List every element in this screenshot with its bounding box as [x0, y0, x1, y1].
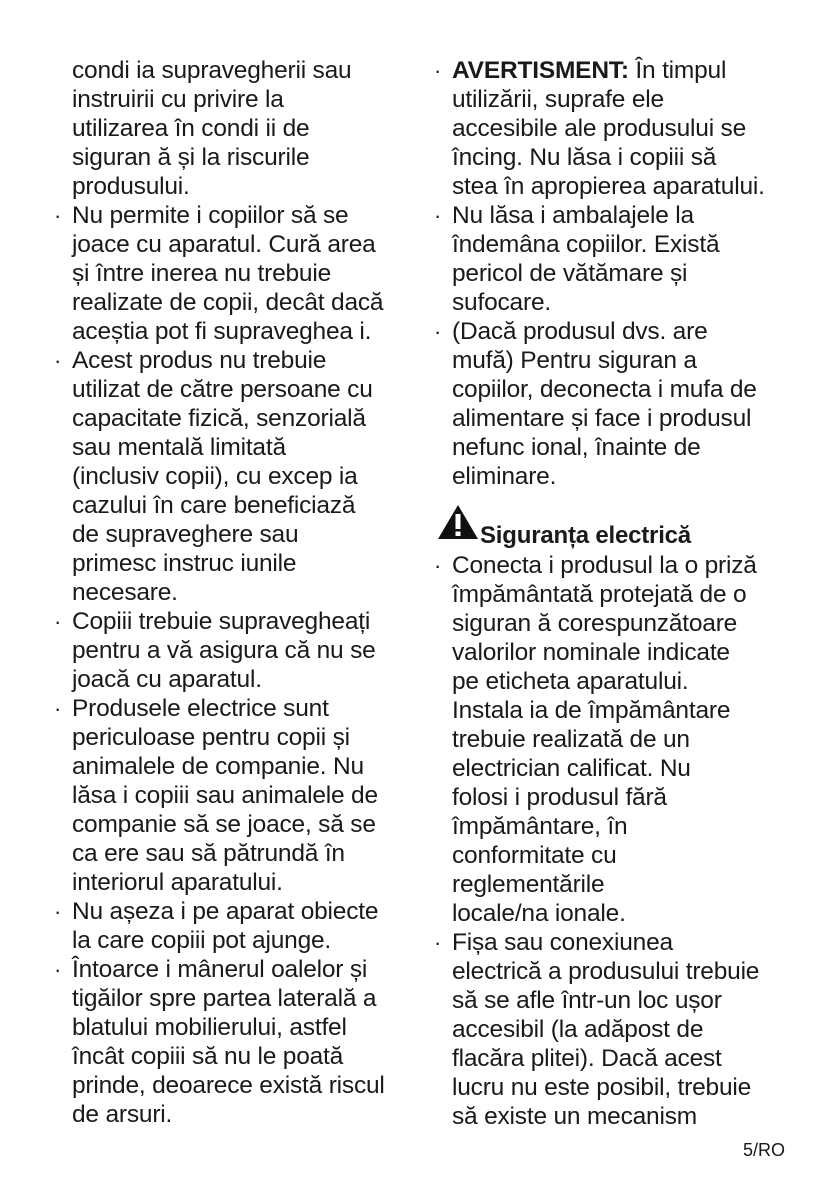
text-line: împământare, în [452, 813, 628, 840]
text-line: Conecta i produsul la o priză [452, 552, 757, 579]
text-line: (inclusiv copii), cu excep ia [72, 463, 358, 490]
text-line: pericol de vătămare și [452, 260, 688, 287]
text-line: Produsele electrice sunt [72, 695, 329, 722]
text-line: reglementările [452, 871, 605, 898]
text-line: joace cu aparatul. Cură area [72, 231, 376, 258]
section-heading-text: Siguranța electrică [480, 522, 691, 549]
text-line: folosi i produsul fără [452, 784, 667, 811]
text-line: realizate de copii, decât dacă [72, 289, 384, 316]
list-item [52, 955, 412, 1129]
bullet-icon: · [54, 899, 62, 924]
page-number: 5/RO [742, 1140, 785, 1160]
text-line: condi ia supravegherii sau [72, 57, 352, 84]
text-line: pe eticheta aparatului. [452, 668, 689, 695]
text-line: cazului în care beneficiază [72, 492, 356, 519]
list-item [52, 201, 412, 346]
bullet-icon: · [54, 957, 62, 982]
text-line [452, 56, 802, 85]
list-item [52, 607, 412, 694]
left-column [52, 56, 412, 1129]
text-line: utilizării, suprafe ele [452, 86, 664, 113]
text-line: capacitate fizică, senzorială [72, 405, 366, 432]
list-item [432, 201, 802, 317]
text-line: Acest produs nu trebuie [72, 347, 327, 374]
right-column [432, 56, 802, 1131]
text-line: trebuie realizată de un [452, 726, 690, 753]
bullet-icon: · [434, 58, 442, 83]
text-line: Nu permite i copiilor să se [72, 202, 349, 229]
warning-triangle-icon [436, 503, 480, 541]
text-line: și între inerea nu trebuie [72, 260, 332, 287]
text-line: Fișa sau conexiunea [452, 929, 673, 956]
text-line: aceștia pot fi supraveghea i. [72, 318, 372, 345]
text-line: accesibile ale produsului se [452, 115, 747, 142]
text-line: lăsa i copiii sau animalele de [72, 782, 378, 809]
text-line: valorilor nominale indicate [452, 639, 730, 666]
text-line: ca ere sau să pătrundă în [72, 840, 345, 867]
section-heading [432, 505, 802, 551]
text-line: alimentare și face i produsul [452, 405, 752, 432]
text-line: utilizat de către persoane cu [72, 376, 373, 403]
bullet-icon: · [54, 609, 62, 634]
text-line: Întoarce i mânerul oalelor și [72, 956, 368, 983]
text-line: sau mentală limitată [72, 434, 286, 461]
text-fragment: În timpul [628, 57, 727, 84]
text-line: încât copiii să nu le poată [72, 1043, 344, 1070]
text-line: eliminare. [452, 463, 557, 490]
list-item [432, 317, 802, 491]
text-line: de arsuri. [72, 1101, 173, 1128]
text-line: accesibil (la adăpost de [452, 1016, 704, 1043]
text-line: blatului mobilierului, astfel [72, 1014, 347, 1041]
text-line: Nu așeza i pe aparat obiecte [72, 898, 379, 925]
list-item [432, 551, 802, 928]
text-line: pentru a vă asigura că nu se [72, 637, 376, 664]
list-item [52, 694, 412, 897]
text-line: produsului. [72, 173, 190, 200]
text-line: instruirii cu privire la [72, 86, 284, 113]
text-line: siguran ă și la riscurile [72, 144, 310, 171]
list-item [432, 56, 802, 201]
text-line: primesc instruc iunile [72, 550, 297, 577]
text-line: companie să se joace, să se [72, 811, 376, 838]
text-line: prinde, deoarece există riscul [72, 1072, 385, 1099]
text-line: necesare. [72, 579, 178, 606]
bullet-icon: · [54, 348, 62, 373]
text-line: copiilor, deconecta i mufa de [452, 376, 757, 403]
text-line: (Dacă produsul dvs. are [452, 318, 708, 345]
text-line: flacăra plitei). Dacă acest [452, 1045, 722, 1072]
bullet-icon: · [434, 203, 442, 228]
text-line: animalele de companie. Nu [72, 753, 364, 780]
text-line: Copiii trebuie supravegheați [72, 608, 371, 635]
text-line: Nu lăsa i ambalajele la [452, 202, 694, 229]
bullet-icon: · [434, 553, 442, 578]
text-line: electrician calificat. Nu [452, 755, 691, 782]
bullet-icon: · [434, 930, 442, 955]
text-line: electrică a produsului trebuie [452, 958, 760, 985]
text-line: periculoase pentru copii și [72, 724, 350, 751]
text-line: mufă) Pentru siguran a [452, 347, 697, 374]
text-line: conformitate cu [452, 842, 617, 869]
text-line: lucru nu este posibil, trebuie [452, 1074, 752, 1101]
text-line: locale/na ionale. [452, 900, 626, 927]
bullet-icon: · [434, 319, 442, 344]
text-line: de supraveghere sau [72, 521, 299, 548]
text-line: utilizarea în condi ii de [72, 115, 310, 142]
text-line: sufocare. [452, 289, 551, 316]
text-line: joacă cu aparatul. [72, 666, 262, 693]
list-item [52, 346, 412, 607]
text-line: încing. Nu lăsa i copiii să [452, 144, 717, 171]
text-line: să existe un mecanism [452, 1103, 697, 1130]
text-line: îndemâna copiilor. Există [452, 231, 720, 258]
warning-label: AVERTISMENT: [452, 57, 629, 84]
list-item [432, 928, 802, 1131]
continuation-paragraph [52, 56, 412, 201]
bullet-icon: · [54, 696, 62, 721]
text-line: nefunc ional, înainte de [452, 434, 701, 461]
text-line: împământată protejată de o [452, 581, 747, 608]
text-line: siguran ă corespunzătoare [452, 610, 738, 637]
text-line: stea în apropierea aparatului. [452, 173, 765, 200]
bullet-icon: · [54, 203, 62, 228]
text-line: interiorul aparatului. [72, 869, 283, 896]
list-item [52, 897, 412, 955]
text-line: să se afle într-un loc ușor [452, 987, 722, 1014]
text-line: Instala ia de împământare [452, 697, 731, 724]
text-line: tigăilor spre partea laterală a [72, 985, 377, 1012]
text-line: la care copiii pot ajunge. [72, 927, 332, 954]
